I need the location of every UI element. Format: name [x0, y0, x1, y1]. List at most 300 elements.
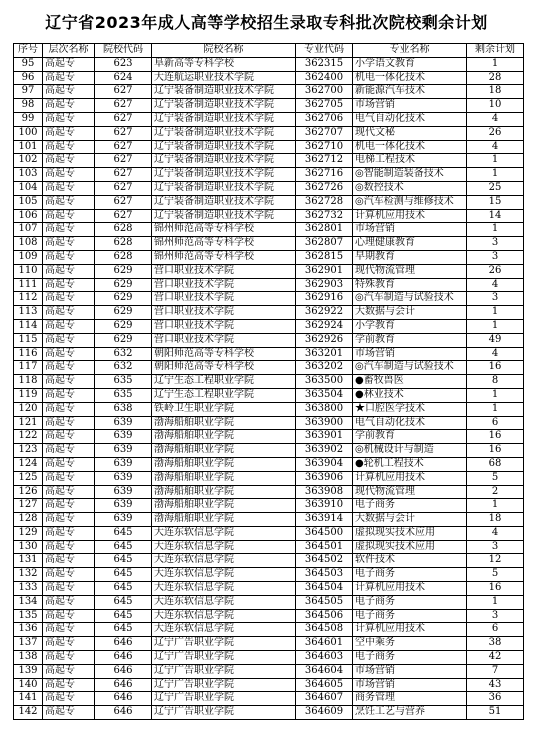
cell-school-code: 632: [95, 361, 152, 375]
cell-remaining: 1: [467, 223, 524, 237]
cell-index: 126: [14, 485, 43, 499]
table-row: [14, 250, 524, 264]
header-school-code: 院校代码: [95, 44, 152, 58]
cell-level: 高起专: [43, 99, 95, 113]
cell-major-code: 362815: [296, 250, 353, 264]
cell-remaining: 1: [467, 168, 524, 182]
cell-level: 高起专: [43, 416, 95, 430]
header-row: [14, 44, 524, 58]
cell-major-code: 364603: [296, 651, 353, 665]
cell-major-code: 364504: [296, 582, 353, 596]
cell-major-name: 市场营销: [353, 664, 467, 678]
cell-school-name: 大连东软信息学院: [152, 568, 296, 582]
cell-school-code: 629: [95, 319, 152, 333]
table-row: [14, 692, 524, 706]
cell-remaining: 1: [467, 306, 524, 320]
cell-school-name: 辽宁装备制造职业技术学院: [152, 140, 296, 154]
cell-major-name: ◎数控技术: [353, 181, 467, 195]
cell-index: 103: [14, 168, 43, 182]
cell-major-code: 362710: [296, 140, 353, 154]
cell-level: 高起专: [43, 168, 95, 182]
cell-index: 120: [14, 402, 43, 416]
cell-school-code: 629: [95, 264, 152, 278]
cell-major-name: 市场营销: [353, 223, 467, 237]
cell-index: 141: [14, 692, 43, 706]
cell-index: 100: [14, 126, 43, 140]
cell-school-code: 639: [95, 499, 152, 513]
cell-major-name: 机电一体化技术: [353, 71, 467, 85]
cell-major-code: 363800: [296, 402, 353, 416]
cell-major-code: 363900: [296, 416, 353, 430]
cell-remaining: 1: [467, 388, 524, 402]
cell-remaining: 68: [467, 457, 524, 471]
cell-index: 108: [14, 237, 43, 251]
cell-level: 高起专: [43, 140, 95, 154]
cell-major-code: 364508: [296, 623, 353, 637]
cell-school-name: 渤海船舶职业学院: [152, 499, 296, 513]
cell-major-code: 362807: [296, 237, 353, 251]
cell-school-name: 大连东软信息学院: [152, 623, 296, 637]
cell-school-name: 大连东软信息学院: [152, 582, 296, 596]
cell-major-code: 364506: [296, 609, 353, 623]
page-title: 辽宁省2023年成人高等学校招生录取专科批次院校剩余计划: [45, 13, 488, 32]
cell-school-name: 营口职业技术学院: [152, 292, 296, 306]
table-row: [14, 126, 524, 140]
table-row: [14, 637, 524, 651]
cell-major-code: 362728: [296, 195, 353, 209]
table-row: [14, 568, 524, 582]
table-row: [14, 609, 524, 623]
cell-major-name: 电子商务: [353, 499, 467, 513]
cell-index: 123: [14, 444, 43, 458]
cell-school-name: 大连东软信息学院: [152, 540, 296, 554]
cell-school-name: 大连东软信息学院: [152, 609, 296, 623]
cell-school-code: 639: [95, 485, 152, 499]
table-row: [14, 471, 524, 485]
cell-level: 高起专: [43, 623, 95, 637]
cell-index: 109: [14, 250, 43, 264]
cell-level: 高起专: [43, 57, 95, 71]
cell-school-code: 646: [95, 637, 152, 651]
cell-level: 高起专: [43, 444, 95, 458]
cell-major-code: 364605: [296, 678, 353, 692]
cell-level: 高起专: [43, 609, 95, 623]
cell-major-code: 363202: [296, 361, 353, 375]
cell-school-code: 623: [95, 57, 152, 71]
cell-major-code: 364502: [296, 554, 353, 568]
table-body: [14, 57, 524, 719]
cell-major-name: ★口腔医学技术: [353, 402, 467, 416]
cell-school-name: 辽宁广告职业学院: [152, 692, 296, 706]
cell-remaining: 1: [467, 402, 524, 416]
table-row: [14, 430, 524, 444]
cell-level: 高起专: [43, 264, 95, 278]
cell-level: 高起专: [43, 375, 95, 389]
cell-index: 115: [14, 333, 43, 347]
table-row: [14, 485, 524, 499]
cell-remaining: 16: [467, 361, 524, 375]
cell-school-name: 渤海船舶职业学院: [152, 416, 296, 430]
cell-major-code: 362901: [296, 264, 353, 278]
cell-school-code: 645: [95, 526, 152, 540]
cell-level: 高起专: [43, 278, 95, 292]
cell-school-name: 朝阳师范高等专科学校: [152, 347, 296, 361]
cell-major-code: 362732: [296, 209, 353, 223]
cell-major-name: 电子商务: [353, 609, 467, 623]
cell-level: 高起专: [43, 250, 95, 264]
cell-school-name: 渤海船舶职业学院: [152, 513, 296, 527]
cell-major-code: 362716: [296, 168, 353, 182]
table-row: [14, 678, 524, 692]
cell-index: 107: [14, 223, 43, 237]
cell-remaining: 38: [467, 637, 524, 651]
table-row: [14, 347, 524, 361]
cell-level: 高起专: [43, 195, 95, 209]
cell-major-code: 364609: [296, 706, 353, 720]
table-row: [14, 513, 524, 527]
cell-school-code: 639: [95, 457, 152, 471]
cell-remaining: 10: [467, 99, 524, 113]
cell-school-code: 635: [95, 375, 152, 389]
cell-remaining: 43: [467, 678, 524, 692]
cell-remaining: 5: [467, 568, 524, 582]
cell-remaining: 51: [467, 706, 524, 720]
cell-major-name: 电子商务: [353, 568, 467, 582]
cell-major-name: 空中乘务: [353, 637, 467, 651]
cell-remaining: 6: [467, 623, 524, 637]
cell-level: 高起专: [43, 526, 95, 540]
cell-remaining: 26: [467, 264, 524, 278]
cell-school-name: 铁岭卫生职业学院: [152, 402, 296, 416]
cell-remaining: 4: [467, 112, 524, 126]
cell-index: 128: [14, 513, 43, 527]
cell-remaining: 14: [467, 209, 524, 223]
cell-major-code: 362707: [296, 126, 353, 140]
cell-index: 113: [14, 306, 43, 320]
cell-school-code: 627: [95, 126, 152, 140]
cell-major-code: 362801: [296, 223, 353, 237]
cell-school-code: 629: [95, 278, 152, 292]
cell-school-code: 627: [95, 168, 152, 182]
cell-major-name: ●畜牧兽医: [353, 375, 467, 389]
cell-remaining: 36: [467, 692, 524, 706]
cell-school-name: 大连东软信息学院: [152, 554, 296, 568]
cell-level: 高起专: [43, 237, 95, 251]
cell-school-code: 645: [95, 540, 152, 554]
cell-index: 125: [14, 471, 43, 485]
table-row: [14, 237, 524, 251]
cell-school-name: 渤海船舶职业学院: [152, 457, 296, 471]
cell-school-name: 营口职业技术学院: [152, 319, 296, 333]
cell-remaining: 7: [467, 664, 524, 678]
cell-major-name: ◎汽车制造与试验技术: [353, 292, 467, 306]
cell-index: 106: [14, 209, 43, 223]
cell-major-name: 电子商务: [353, 651, 467, 665]
cell-index: 118: [14, 375, 43, 389]
cell-school-code: 639: [95, 444, 152, 458]
cell-index: 98: [14, 99, 43, 113]
cell-school-name: 锦州师范高等专科学校: [152, 223, 296, 237]
cell-index: 138: [14, 651, 43, 665]
cell-level: 高起专: [43, 457, 95, 471]
cell-major-name: ◎汽车检测与维修技术: [353, 195, 467, 209]
table-row: [14, 526, 524, 540]
cell-level: 高起专: [43, 513, 95, 527]
cell-level: 高起专: [43, 333, 95, 347]
cell-index: 137: [14, 637, 43, 651]
cell-level: 高起专: [43, 85, 95, 99]
cell-major-code: 364505: [296, 595, 353, 609]
cell-major-code: 362903: [296, 278, 353, 292]
cell-remaining: 26: [467, 126, 524, 140]
cell-major-name: 心理健康教育: [353, 237, 467, 251]
cell-major-code: 364604: [296, 664, 353, 678]
cell-school-code: 627: [95, 99, 152, 113]
cell-school-code: 627: [95, 140, 152, 154]
cell-school-name: 阜新高等专科学校: [152, 57, 296, 71]
cell-major-code: 362924: [296, 319, 353, 333]
cell-major-name: 市场营销: [353, 678, 467, 692]
cell-school-code: 627: [95, 154, 152, 168]
cell-school-code: 646: [95, 692, 152, 706]
cell-school-code: 629: [95, 292, 152, 306]
cell-school-name: 大连东软信息学院: [152, 526, 296, 540]
table-row: [14, 99, 524, 113]
cell-school-name: 渤海船舶职业学院: [152, 444, 296, 458]
cell-index: 114: [14, 319, 43, 333]
cell-remaining: 49: [467, 333, 524, 347]
cell-level: 高起专: [43, 361, 95, 375]
cell-level: 高起专: [43, 678, 95, 692]
table-row: [14, 154, 524, 168]
cell-remaining: 1: [467, 595, 524, 609]
cell-school-name: 辽宁生态工程职业学院: [152, 388, 296, 402]
cell-school-code: 639: [95, 430, 152, 444]
cell-level: 高起专: [43, 637, 95, 651]
cell-remaining: 8: [467, 375, 524, 389]
cell-major-code: 363908: [296, 485, 353, 499]
cell-school-code: 645: [95, 554, 152, 568]
cell-major-name: 现代文秘: [353, 126, 467, 140]
cell-major-name: ◎汽车制造与试验技术: [353, 361, 467, 375]
cell-major-code: 363902: [296, 444, 353, 458]
cell-level: 高起专: [43, 706, 95, 720]
table-row: [14, 651, 524, 665]
cell-level: 高起专: [43, 692, 95, 706]
cell-major-name: 大数据与会计: [353, 306, 467, 320]
cell-major-name: ◎智能制造装备技术: [353, 168, 467, 182]
cell-remaining: 16: [467, 430, 524, 444]
cell-major-name: 现代物流管理: [353, 485, 467, 499]
cell-major-name: 新能源汽车技术: [353, 85, 467, 99]
cell-major-code: 363500: [296, 375, 353, 389]
cell-remaining: 1: [467, 154, 524, 168]
table-row: [14, 388, 524, 402]
table-row: [14, 375, 524, 389]
cell-major-code: 364503: [296, 568, 353, 582]
table-row: [14, 223, 524, 237]
cell-major-code: 362926: [296, 333, 353, 347]
cell-index: 105: [14, 195, 43, 209]
cell-major-code: 362400: [296, 71, 353, 85]
cell-school-code: 627: [95, 195, 152, 209]
table-row: [14, 623, 524, 637]
cell-school-name: 渤海船舶职业学院: [152, 430, 296, 444]
cell-index: 112: [14, 292, 43, 306]
cell-school-code: 646: [95, 651, 152, 665]
cell-remaining: 6: [467, 416, 524, 430]
cell-major-name: 学前教育: [353, 333, 467, 347]
cell-index: 135: [14, 609, 43, 623]
cell-remaining: 4: [467, 526, 524, 540]
cell-school-name: 大连东软信息学院: [152, 595, 296, 609]
cell-level: 高起专: [43, 402, 95, 416]
cell-school-name: 辽宁广告职业学院: [152, 637, 296, 651]
table-row: [14, 706, 524, 720]
table-row: [14, 264, 524, 278]
cell-major-code: 363910: [296, 499, 353, 513]
table-row: [14, 168, 524, 182]
cell-level: 高起专: [43, 181, 95, 195]
cell-level: 高起专: [43, 126, 95, 140]
cell-index: 129: [14, 526, 43, 540]
cell-index: 97: [14, 85, 43, 99]
cell-school-name: 大连航运职业技术学院: [152, 71, 296, 85]
cell-major-code: 362726: [296, 181, 353, 195]
cell-school-name: 锦州师范高等专科学校: [152, 237, 296, 251]
cell-index: 96: [14, 71, 43, 85]
cell-school-code: 632: [95, 347, 152, 361]
table-row: [14, 71, 524, 85]
cell-remaining: 18: [467, 513, 524, 527]
cell-index: 116: [14, 347, 43, 361]
cell-level: 高起专: [43, 554, 95, 568]
cell-index: 131: [14, 554, 43, 568]
cell-school-name: 辽宁装备制造职业技术学院: [152, 126, 296, 140]
enrollment-table: [13, 43, 524, 720]
table-row: [14, 499, 524, 513]
table-row: [14, 306, 524, 320]
cell-major-name: 电气自动化技术: [353, 416, 467, 430]
cell-school-name: 辽宁装备制造职业技术学院: [152, 195, 296, 209]
cell-major-name: 市场营销: [353, 99, 467, 113]
cell-school-name: 辽宁装备制造职业技术学院: [152, 168, 296, 182]
cell-major-code: 364601: [296, 637, 353, 651]
table-row: [14, 292, 524, 306]
cell-remaining: 3: [467, 609, 524, 623]
cell-remaining: 3: [467, 237, 524, 251]
cell-index: 134: [14, 595, 43, 609]
cell-index: 95: [14, 57, 43, 71]
cell-remaining: 2: [467, 485, 524, 499]
cell-index: 102: [14, 154, 43, 168]
header-major-name: 专业名称: [353, 44, 467, 58]
cell-index: 142: [14, 706, 43, 720]
cell-school-code: 645: [95, 568, 152, 582]
cell-school-name: 营口职业技术学院: [152, 278, 296, 292]
cell-index: 99: [14, 112, 43, 126]
cell-school-code: 628: [95, 223, 152, 237]
cell-major-name: 电气自动化技术: [353, 112, 467, 126]
cell-major-name: 商务管理: [353, 692, 467, 706]
cell-major-code: 363901: [296, 430, 353, 444]
cell-level: 高起专: [43, 499, 95, 513]
cell-remaining: 18: [467, 85, 524, 99]
cell-school-name: 朝阳师范高等专科学校: [152, 361, 296, 375]
cell-school-name: 锦州师范高等专科学校: [152, 250, 296, 264]
cell-index: 121: [14, 416, 43, 430]
table-row: [14, 595, 524, 609]
cell-major-code: 364500: [296, 526, 353, 540]
cell-remaining: 3: [467, 292, 524, 306]
cell-remaining: 1: [467, 319, 524, 333]
cell-index: 110: [14, 264, 43, 278]
table-row: [14, 540, 524, 554]
header-remaining: 剩余计划: [467, 44, 524, 58]
table-row: [14, 444, 524, 458]
cell-remaining: 15: [467, 195, 524, 209]
header-major-code: 专业代码: [296, 44, 353, 58]
cell-index: 130: [14, 540, 43, 554]
table-row: [14, 361, 524, 375]
cell-level: 高起专: [43, 347, 95, 361]
cell-remaining: 16: [467, 444, 524, 458]
cell-school-code: 646: [95, 664, 152, 678]
table-row: [14, 112, 524, 126]
cell-major-code: 362706: [296, 112, 353, 126]
cell-major-code: 363201: [296, 347, 353, 361]
cell-major-name: 小学教育: [353, 319, 467, 333]
cell-school-name: 营口职业技术学院: [152, 264, 296, 278]
cell-major-code: 363914: [296, 513, 353, 527]
cell-level: 高起专: [43, 430, 95, 444]
cell-school-code: 645: [95, 595, 152, 609]
cell-level: 高起专: [43, 595, 95, 609]
cell-remaining: 5: [467, 471, 524, 485]
cell-remaining: 4: [467, 347, 524, 361]
cell-major-code: 364501: [296, 540, 353, 554]
cell-major-code: 362916: [296, 292, 353, 306]
table-row: [14, 664, 524, 678]
cell-school-name: 辽宁装备制造职业技术学院: [152, 85, 296, 99]
cell-index: 124: [14, 457, 43, 471]
table-row: [14, 140, 524, 154]
table-row: [14, 319, 524, 333]
cell-school-name: 营口职业技术学院: [152, 306, 296, 320]
cell-school-code: 645: [95, 609, 152, 623]
cell-index: 101: [14, 140, 43, 154]
cell-index: 119: [14, 388, 43, 402]
cell-remaining: 3: [467, 250, 524, 264]
cell-major-name: 现代物流管理: [353, 264, 467, 278]
cell-remaining: 42: [467, 651, 524, 665]
cell-school-name: 辽宁装备制造职业技术学院: [152, 154, 296, 168]
table-row: [14, 416, 524, 430]
header-index: 序号: [14, 44, 43, 58]
table-row: [14, 57, 524, 71]
cell-index: 140: [14, 678, 43, 692]
cell-index: 139: [14, 664, 43, 678]
cell-major-name: 机电一体化技术: [353, 140, 467, 154]
cell-major-name: 计算机应用技术: [353, 209, 467, 223]
cell-major-name: 计算机应用技术: [353, 582, 467, 596]
cell-remaining: 1: [467, 499, 524, 513]
cell-major-name: 小学语文教育: [353, 57, 467, 71]
cell-school-name: 辽宁装备制造职业技术学院: [152, 112, 296, 126]
cell-school-name: 辽宁广告职业学院: [152, 651, 296, 665]
cell-major-name: 市场营销: [353, 347, 467, 361]
cell-level: 高起专: [43, 568, 95, 582]
